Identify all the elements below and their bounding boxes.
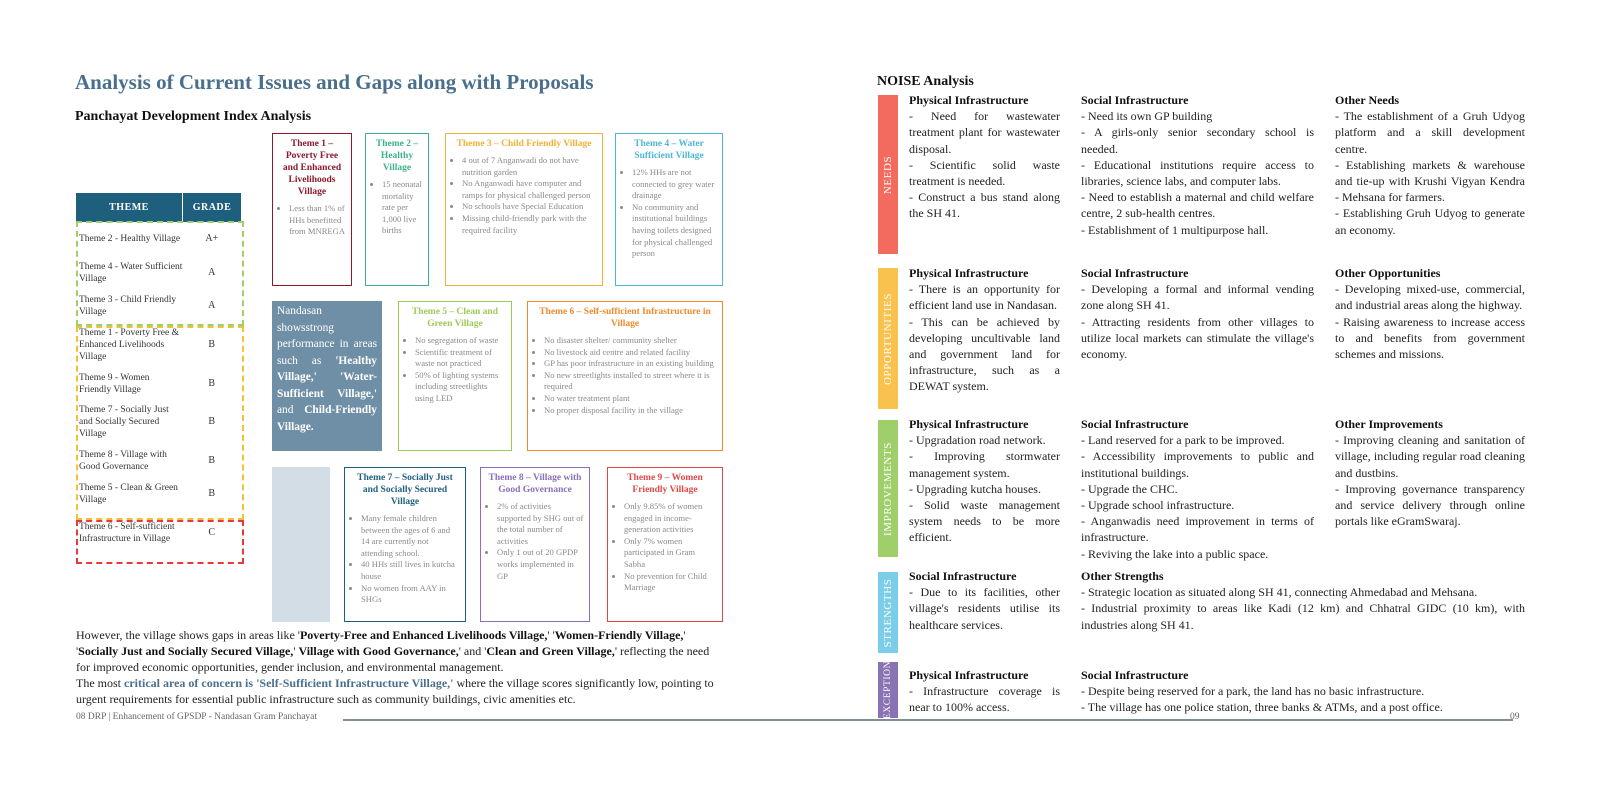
theme-cell: Theme 7 - Socially Just and Socially Secured Village bbox=[79, 405, 169, 439]
callout-text: and bbox=[277, 404, 305, 416]
list-item: - Upgrade the CHC. bbox=[1081, 481, 1178, 496]
needs-social bbox=[1081, 92, 1314, 238]
theme-1-card bbox=[272, 133, 352, 286]
column-heading: Physical Infrastructure bbox=[909, 93, 1029, 107]
grade-cell: B bbox=[208, 416, 216, 427]
theme-5-bullet: • No segregation of waste bbox=[415, 335, 506, 347]
theme-6-bullet: • No disaster shelter/ community shelter bbox=[544, 335, 717, 347]
list-item: - Construct a bus stand along the SH 41. bbox=[909, 190, 1060, 221]
theme-2-card bbox=[365, 133, 429, 286]
theme-3-bullet: • No Anganwadi have computer and ramps for physical challenged person bbox=[462, 178, 597, 201]
nandasan-strengths-callout bbox=[272, 301, 382, 451]
list-item: - Developing a formal and informal vending zone along SH 41. bbox=[1081, 282, 1314, 313]
grade-cell: B bbox=[208, 454, 216, 466]
theme-7-title: Theme 7 – Socially Just and Socially Secured Village bbox=[357, 473, 453, 507]
list-item: - Raising awareness to increase access to and benefits from government schemes and missions. bbox=[1335, 314, 1525, 362]
theme-4-title: Theme 4 – Water Sufficient Village bbox=[634, 139, 704, 161]
column-heading: Physical Infrastructure bbox=[909, 266, 1029, 280]
list-item: - Establishing markets & warehouse and tie-up with Krushi Vigyan Kendra - Mehsana for farmers. bbox=[1335, 157, 1525, 205]
list-item: - Industrial proximity to areas like Kadi (12 km) and Chhatral GIDC (10 km), with industries along SH 41. bbox=[1081, 601, 1525, 632]
theme-8-title: Theme 8 – Village with Good Governance bbox=[488, 473, 582, 495]
callout-emphasis: 'Healthy Village,' 'Water-Sufficient Village,' bbox=[277, 354, 377, 400]
list-item: - The village has one police station, three banks & ATMs, and a post office. bbox=[1081, 700, 1443, 715]
list-item: - Improving governance transparency and service delivery through online portals like eGramSwaraj. bbox=[1335, 481, 1525, 529]
theme-6-bullet: • No water treatment plant bbox=[544, 393, 717, 405]
theme-cell: Theme 5 - Clean & Green Village bbox=[79, 483, 178, 505]
list-item: - Need to establish a maternal and child welfare centre, 2 sub-health centres. bbox=[1081, 190, 1314, 221]
opportunities-social bbox=[1081, 265, 1314, 362]
strengths-bar bbox=[878, 572, 898, 653]
column-heading: Other Improvements bbox=[1335, 417, 1443, 431]
strengths-label: STRENGTHS bbox=[882, 578, 894, 647]
callout-text: Nandasan showsstrong performance in areas such as bbox=[277, 305, 377, 367]
needs-label: NEEDS bbox=[882, 155, 894, 194]
improvements-social bbox=[1081, 416, 1314, 562]
improvements-label: IMPROVEMENTS bbox=[882, 441, 894, 536]
theme-2-bullet: • 15 neonatal mortality rate per 1,000 live births bbox=[382, 179, 423, 237]
column-heading: Social Infrastructure bbox=[1081, 266, 1189, 280]
paragraph-text: The most bbox=[76, 676, 124, 690]
grade-cell: B bbox=[208, 377, 216, 389]
theme-3-bullet: • Missing child-friendly park with the required facility bbox=[462, 213, 597, 236]
grade-cell: A bbox=[208, 266, 216, 278]
theme-3-bullet: • 4 out of 7 Anganwadi do not have nutrition garden bbox=[462, 155, 597, 178]
theme-6-bullet: • No new streetlights installed to street where it is required bbox=[544, 370, 717, 393]
theme-4-card bbox=[615, 133, 723, 286]
column-heading: Other Needs bbox=[1335, 93, 1400, 107]
list-item: - Reviving the lake into a public space. bbox=[1081, 546, 1269, 561]
theme-7-bullet: • No women from AAY in SHGs bbox=[361, 583, 460, 606]
theme-cell: Theme 3 - Child Friendly Village bbox=[79, 295, 177, 317]
paragraph-text: ' bbox=[293, 644, 299, 658]
paragraph-text: ' ' bbox=[547, 628, 555, 642]
theme-7-bullet: • 40 HHs still lives in kutcha house bbox=[361, 559, 460, 582]
paragraph-emphasis: Women-Friendly Village, bbox=[554, 628, 684, 642]
paragraph-emphasis: Socially Just and Socially Secured Village, bbox=[78, 644, 294, 658]
theme-4-bullet: • No community and institutional buildings having toilets designed for physical challenged person bbox=[632, 202, 717, 260]
grade-b-group-outline bbox=[76, 326, 244, 520]
list-item: - Establishing Gruh Udyog to generate an economy. bbox=[1335, 206, 1525, 237]
paragraph-text: ' and ' bbox=[458, 644, 487, 658]
paragraph-text: ' reflecting the need for improved economic opportunities, gender inclusion, and environmental management. bbox=[76, 644, 710, 674]
opportunities-other bbox=[1335, 265, 1525, 362]
list-item: - Strategic location as situated along SH 41, connecting Ahmedabad and Mehsana. bbox=[1081, 585, 1478, 600]
list-item: - Improving cleaning and sanitation of village, including regular road cleaning and dustbins. bbox=[1335, 433, 1525, 480]
theme-8-card bbox=[480, 467, 590, 622]
list-item: - Solid waste management system needs to be more efficient. bbox=[909, 498, 1060, 545]
improvements-bar bbox=[878, 420, 898, 557]
theme-7-card bbox=[344, 467, 466, 622]
theme-6-bullet: • No proper disposal facility in the village bbox=[544, 405, 717, 417]
paragraph-text: where the village scores significantly low, pointing to urgent requirements for essential public infrastructure such as community buildings, civic amenities etc. bbox=[76, 676, 714, 706]
paragraph-text: However, the village shows gaps in areas like ' bbox=[76, 628, 300, 642]
paragraph-emphasis: Clean and Green Village, bbox=[486, 644, 615, 658]
exception-social bbox=[1081, 667, 1525, 716]
theme-4-bullet: • 12% HHs are not connected to grey water drainage bbox=[632, 167, 717, 202]
theme-7-bullet: • Many female children between the ages of 6 and 14 are currently not attending school. bbox=[361, 513, 460, 559]
list-item: - Educational institutions require access to libraries, science labs, and computer labs. bbox=[1081, 157, 1314, 189]
critical-concern-paragraph bbox=[76, 675, 723, 707]
theme-3-title: Theme 3 – Child Friendly Village bbox=[456, 139, 592, 149]
improvements-other bbox=[1335, 416, 1525, 529]
theme-3-card bbox=[445, 133, 603, 286]
theme-5-title: Theme 5 – Clean and Green Village bbox=[411, 307, 499, 329]
exception-label: EXCEPTION bbox=[883, 660, 893, 720]
theme-cell: Theme 6 - Self-sufficient Infrastructure in Village bbox=[79, 522, 175, 544]
grade-cell: B bbox=[208, 339, 216, 350]
theme-6-bullet: • GP has poor infrastructure in an existing building bbox=[544, 358, 717, 370]
theme-5-bullet: • 50% of lighting systems including streetlights using LED bbox=[415, 370, 506, 405]
theme-cell: Theme 1 - Poverty Free & Enhanced Livelihoods Village bbox=[79, 328, 179, 362]
column-heading: Physical Infrastructure bbox=[909, 417, 1029, 431]
list-item: - Need its own GP building bbox=[1081, 109, 1213, 124]
list-item: - This can be achieved by developing uncultivable land and government land for infrastructure, such as a DEWAT system. bbox=[909, 314, 1060, 394]
theme-9-bullet: • Only 9.85% of women engaged in income-generation activities bbox=[624, 501, 717, 536]
table-header-row bbox=[76, 193, 241, 222]
list-item: - Despite being reserved for a park, the land has no basic infrastructure. bbox=[1081, 684, 1425, 699]
theme-8-bullet: • Only 1 out of 20 GPDP works implemented in GP bbox=[497, 547, 584, 582]
theme-8-bullet: • 2% of activities supported by SHG out of the total number of activities bbox=[497, 501, 584, 547]
column-header-grade: GRADE bbox=[183, 193, 242, 222]
paragraph-emphasis: Village with Good Governance, bbox=[298, 644, 459, 658]
theme-9-title: Theme 9 – Women Friendly Village bbox=[627, 473, 703, 495]
strengths-social bbox=[909, 568, 1060, 633]
theme-9-bullet: • Only 7% women participated in Gram Sabha bbox=[624, 536, 717, 571]
list-item: - Anganwadis need improvement in terms of infrastructure. bbox=[1081, 514, 1314, 545]
gaps-paragraph bbox=[76, 627, 723, 675]
theme-cell: Theme 8 - Village with Good Governance bbox=[79, 449, 167, 472]
theme-5-bullet: • Scientific treatment of waste not practiced bbox=[415, 347, 506, 370]
theme-5-card bbox=[398, 301, 512, 451]
needs-other bbox=[1335, 92, 1525, 238]
grade-cell: A bbox=[208, 300, 216, 311]
needs-bar bbox=[878, 95, 898, 254]
list-item: - Need for wastewater treatment plant for wastewater disposal. bbox=[909, 109, 1060, 156]
grade-cell: A+ bbox=[205, 233, 219, 244]
needs-physical bbox=[909, 92, 1060, 222]
list-item: - Developing mixed-use, commercial, and industrial areas along the highway. bbox=[1335, 282, 1525, 313]
column-heading: Social Infrastructure bbox=[1081, 93, 1189, 107]
theme-6-bullet: • No livestock aid centre and related facility bbox=[544, 347, 717, 359]
strengths-other bbox=[1081, 568, 1525, 633]
list-item: - A girls-only senior secondary school is needed. bbox=[1081, 125, 1314, 156]
list-item: - Due to its facilities, other village's residents utilise its healthcare services. bbox=[909, 585, 1060, 632]
exception-physical bbox=[909, 667, 1060, 716]
column-heading: Other Opportunities bbox=[1335, 266, 1441, 280]
list-item: - Establishment of 1 multipurpose hall. bbox=[1081, 222, 1269, 237]
opportunities-physical bbox=[909, 265, 1060, 395]
list-item: - Attracting residents from other villages to utilize local markets can stimulate the village's economy. bbox=[1081, 314, 1314, 362]
theme-2-title: Theme 2 – Healthy Village bbox=[375, 139, 419, 173]
improvements-physical bbox=[909, 416, 1060, 546]
column-heading: Social Infrastructure bbox=[1081, 668, 1189, 682]
page-title: Analysis of Current Issues and Gaps along with Proposals bbox=[75, 70, 594, 94]
theme-1-bullet: • Less than 1% of HHs benefitted from MNREGA bbox=[289, 203, 346, 238]
theme-6-card bbox=[527, 301, 723, 451]
paragraph-text: ' ' bbox=[76, 628, 686, 658]
theme-3-bullet: • No schools have Special Education bbox=[462, 201, 597, 213]
section-title-pdi: Panchayat Development Index Analysis bbox=[75, 109, 312, 124]
theme-cell: Theme 9 - Women Friendly Village bbox=[79, 372, 150, 395]
decorative-panel bbox=[272, 467, 330, 622]
noise-analysis-title: NOISE Analysis bbox=[877, 74, 974, 89]
list-item: - The establishment of a Gruh Udyog platform and a skill development centre. bbox=[1335, 109, 1525, 156]
paragraph-emphasis: Poverty-Free and Enhanced Livelihoods Village, bbox=[299, 628, 548, 642]
theme-cell: Theme 4 - Water Sufficient Village bbox=[79, 261, 183, 284]
theme-6-title: Theme 6 – Self-sufficient Infrastructure in Village bbox=[539, 307, 711, 329]
list-item: - Land reserved for a park to be improved. bbox=[1081, 433, 1285, 448]
list-item: - Accessibility improvements to public and institutional buildings. bbox=[1081, 449, 1314, 480]
column-heading: Social Infrastructure bbox=[1081, 417, 1189, 431]
paragraph-highlight: critical area of concern is 'Self-Sufficient Infrastructure Village,' bbox=[124, 676, 454, 690]
theme-cell: Theme 2 - Healthy Village bbox=[79, 234, 181, 244]
theme-9-bullet: • No prevention for Child Marriage bbox=[624, 571, 717, 594]
column-header-theme: THEME bbox=[76, 193, 183, 222]
list-item: - Upgrading kutcha houses. bbox=[909, 481, 1041, 496]
page-number: 09 bbox=[1510, 712, 1520, 722]
grade-a-group-outline bbox=[76, 221, 244, 326]
footer-rule bbox=[343, 719, 1513, 721]
list-item: - Scientific solid waste treatment is needed. bbox=[909, 157, 1060, 189]
list-item: - There is an opportunity for efficient land use in Nandasan. bbox=[909, 282, 1060, 313]
opportunities-bar bbox=[878, 268, 898, 409]
column-heading: Other Strengths bbox=[1081, 569, 1164, 583]
column-heading: Social Infrastructure bbox=[909, 569, 1017, 583]
grade-cell: C bbox=[208, 527, 216, 538]
footer-left: 08 DRP | Enhancement of GPSDP - Nandasan Gram Panchayat bbox=[76, 712, 318, 722]
list-item: - Infrastructure coverage is near to 100% access. bbox=[909, 684, 1060, 715]
exception-bar bbox=[878, 662, 898, 718]
opportunities-label: OPPORTUNITIES bbox=[882, 292, 894, 385]
grade-cell: B bbox=[208, 488, 216, 499]
theme-9-card bbox=[607, 467, 723, 622]
list-item: - Upgradation road network. bbox=[909, 433, 1046, 448]
grade-c-group-outline bbox=[76, 520, 244, 564]
callout-emphasis: Child-Friendly Village. bbox=[277, 404, 377, 433]
list-item: - Upgrade school infrastructure. bbox=[1081, 498, 1235, 513]
theme-1-title: Theme 1 – Poverty Free and Enhanced Livelihoods Village bbox=[282, 139, 342, 197]
list-item: - Improving stormwater management system. bbox=[909, 449, 1060, 480]
column-heading: Physical Infrastructure bbox=[909, 668, 1029, 682]
